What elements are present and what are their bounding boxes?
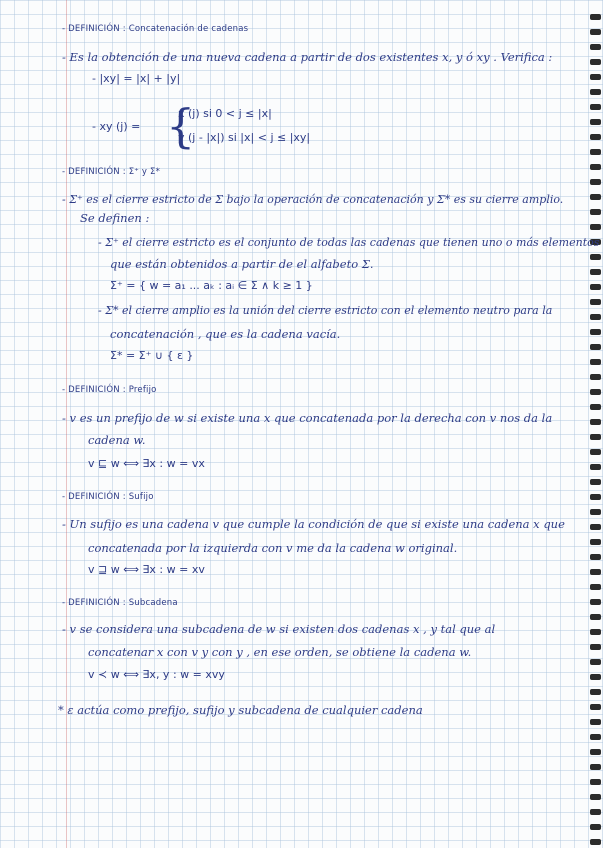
binding-hole [590,599,601,605]
binding-hole [590,14,601,20]
binding-hole [590,284,601,290]
binding-hole [590,644,601,650]
binding-hole [590,479,601,485]
binding-hole [590,539,601,545]
binding-hole [590,74,601,80]
sigma-plus-bullet-line2: que están obtenidos a partir de el alfabeto Σ. [110,257,374,271]
binding-hole [590,224,601,230]
spiral-binding [589,0,603,848]
sigma-star-formula: Σ* = Σ⁺ ∪ { ε } [110,349,194,362]
binding-hole [590,44,601,50]
binding-hole [590,434,601,440]
sigma-star-bullet-line1: - Σ* el cierre amplio es la unión del cierre estricto con el elemento neutro para la [98,304,553,317]
heading-prefijo: - DEFINICIÓN : Prefijo [62,385,157,395]
case-brace: { [166,99,196,153]
binding-hole [590,269,601,275]
binding-hole [590,134,601,140]
binding-hole [590,299,601,305]
concat-case-lhs: - xy (j) = [92,120,141,133]
binding-hole [590,569,601,575]
sufijo-text-line2: concatenada por la izquierda con v me da la cadena w original. [88,541,458,555]
binding-hole [590,824,601,830]
binding-hole [590,164,601,170]
binding-hole [590,524,601,530]
binding-hole [590,464,601,470]
binding-hole [590,149,601,155]
binding-hole [590,584,601,590]
sigma-se-definen: Se definen : [80,211,150,225]
heading-sufijo: - DEFINICIÓN : Sufijo [62,492,154,502]
binding-hole [590,674,601,680]
binding-hole [590,374,601,380]
binding-hole [590,344,601,350]
binding-hole [590,29,601,35]
binding-hole [590,209,601,215]
binding-hole [590,659,601,665]
concat-definition-text: - Es la obtención de una nueva cadena a partir de dos existentes x, y ó xy . Verifica : [62,50,553,64]
subcadena-formula: v ≺ w ⟺ ∃x, y : w = xvy [88,668,225,681]
binding-hole [590,389,601,395]
subcadena-text-line2: concatenar x con v y con y , en ese orden, se obtiene la cadena w. [88,645,472,659]
binding-hole [590,704,601,710]
binding-hole [590,404,601,410]
binding-hole [590,719,601,725]
heading-sigma: - DEFINICIÓN : Σ⁺ y Σ* [62,167,161,177]
binding-hole [590,809,601,815]
binding-hole [590,509,601,515]
binding-hole [590,494,601,500]
binding-hole [590,629,601,635]
sigma-definition-text: - Σ⁺ es el cierre estricto de Σ bajo la operación de concatenación y Σ* es su cierre amplio. [62,193,564,206]
sigma-star-bullet-line2: concatenación , que es la cadena vacía. [110,327,341,341]
prefijo-text-line1: - v es un prefijo de w si existe una x que concatenada por la derecha con v nos da la [62,411,553,425]
binding-hole [590,764,601,770]
sufijo-text-line1: - Un sufijo es una cadena v que cumple la condición de que si existe una cadena x que [62,517,565,531]
sigma-plus-formula: Σ⁺ = { w = a₁ ... aₖ : aᵢ ∈ Σ ∧ k ≥ 1 } [110,279,313,292]
binding-hole [590,104,601,110]
binding-hole [590,179,601,185]
sigma-plus-bullet-line1: - Σ⁺ el cierre estricto es el conjunto de todas las cadenas que tienen uno o más elementos [98,236,600,249]
binding-hole [590,254,601,260]
binding-hole [590,614,601,620]
binding-hole [590,449,601,455]
binding-hole [590,59,601,65]
binding-hole [590,749,601,755]
binding-hole [590,734,601,740]
concat-length-formula: - |xy| = |x| + |y| [92,72,181,85]
binding-hole [590,794,601,800]
heading-subcadena: - DEFINICIÓN : Subcadena [62,598,178,608]
binding-hole [590,839,601,845]
binding-hole [590,419,601,425]
prefijo-text-line2: cadena w. [88,433,146,447]
subcadena-text-line1: - v se considera una subcadena de w si existen dos cadenas x , y tal que al [62,622,496,636]
binding-hole [590,314,601,320]
prefijo-formula: v ⊑ w ⟺ ∃x : w = vx [88,457,205,470]
epsilon-footnote: * ε actúa como prefijo, sufijo y subcadena de cualquier cadena [58,703,423,717]
binding-hole [590,329,601,335]
binding-hole [590,689,601,695]
binding-hole [590,194,601,200]
binding-hole [590,119,601,125]
binding-hole [590,359,601,365]
binding-hole [590,779,601,785]
binding-hole [590,554,601,560]
heading-concatenacion: - DEFINICIÓN : Concatenación de cadenas [62,24,249,34]
concat-case-1: x (j) si 0 < j ≤ |x| [178,107,272,120]
sufijo-formula: v ⊒ w ⟺ ∃x : w = xv [88,563,205,576]
binding-hole [590,89,601,95]
concat-case-2: y (j - |x|) si |x| < j ≤ |xy| [178,131,311,144]
